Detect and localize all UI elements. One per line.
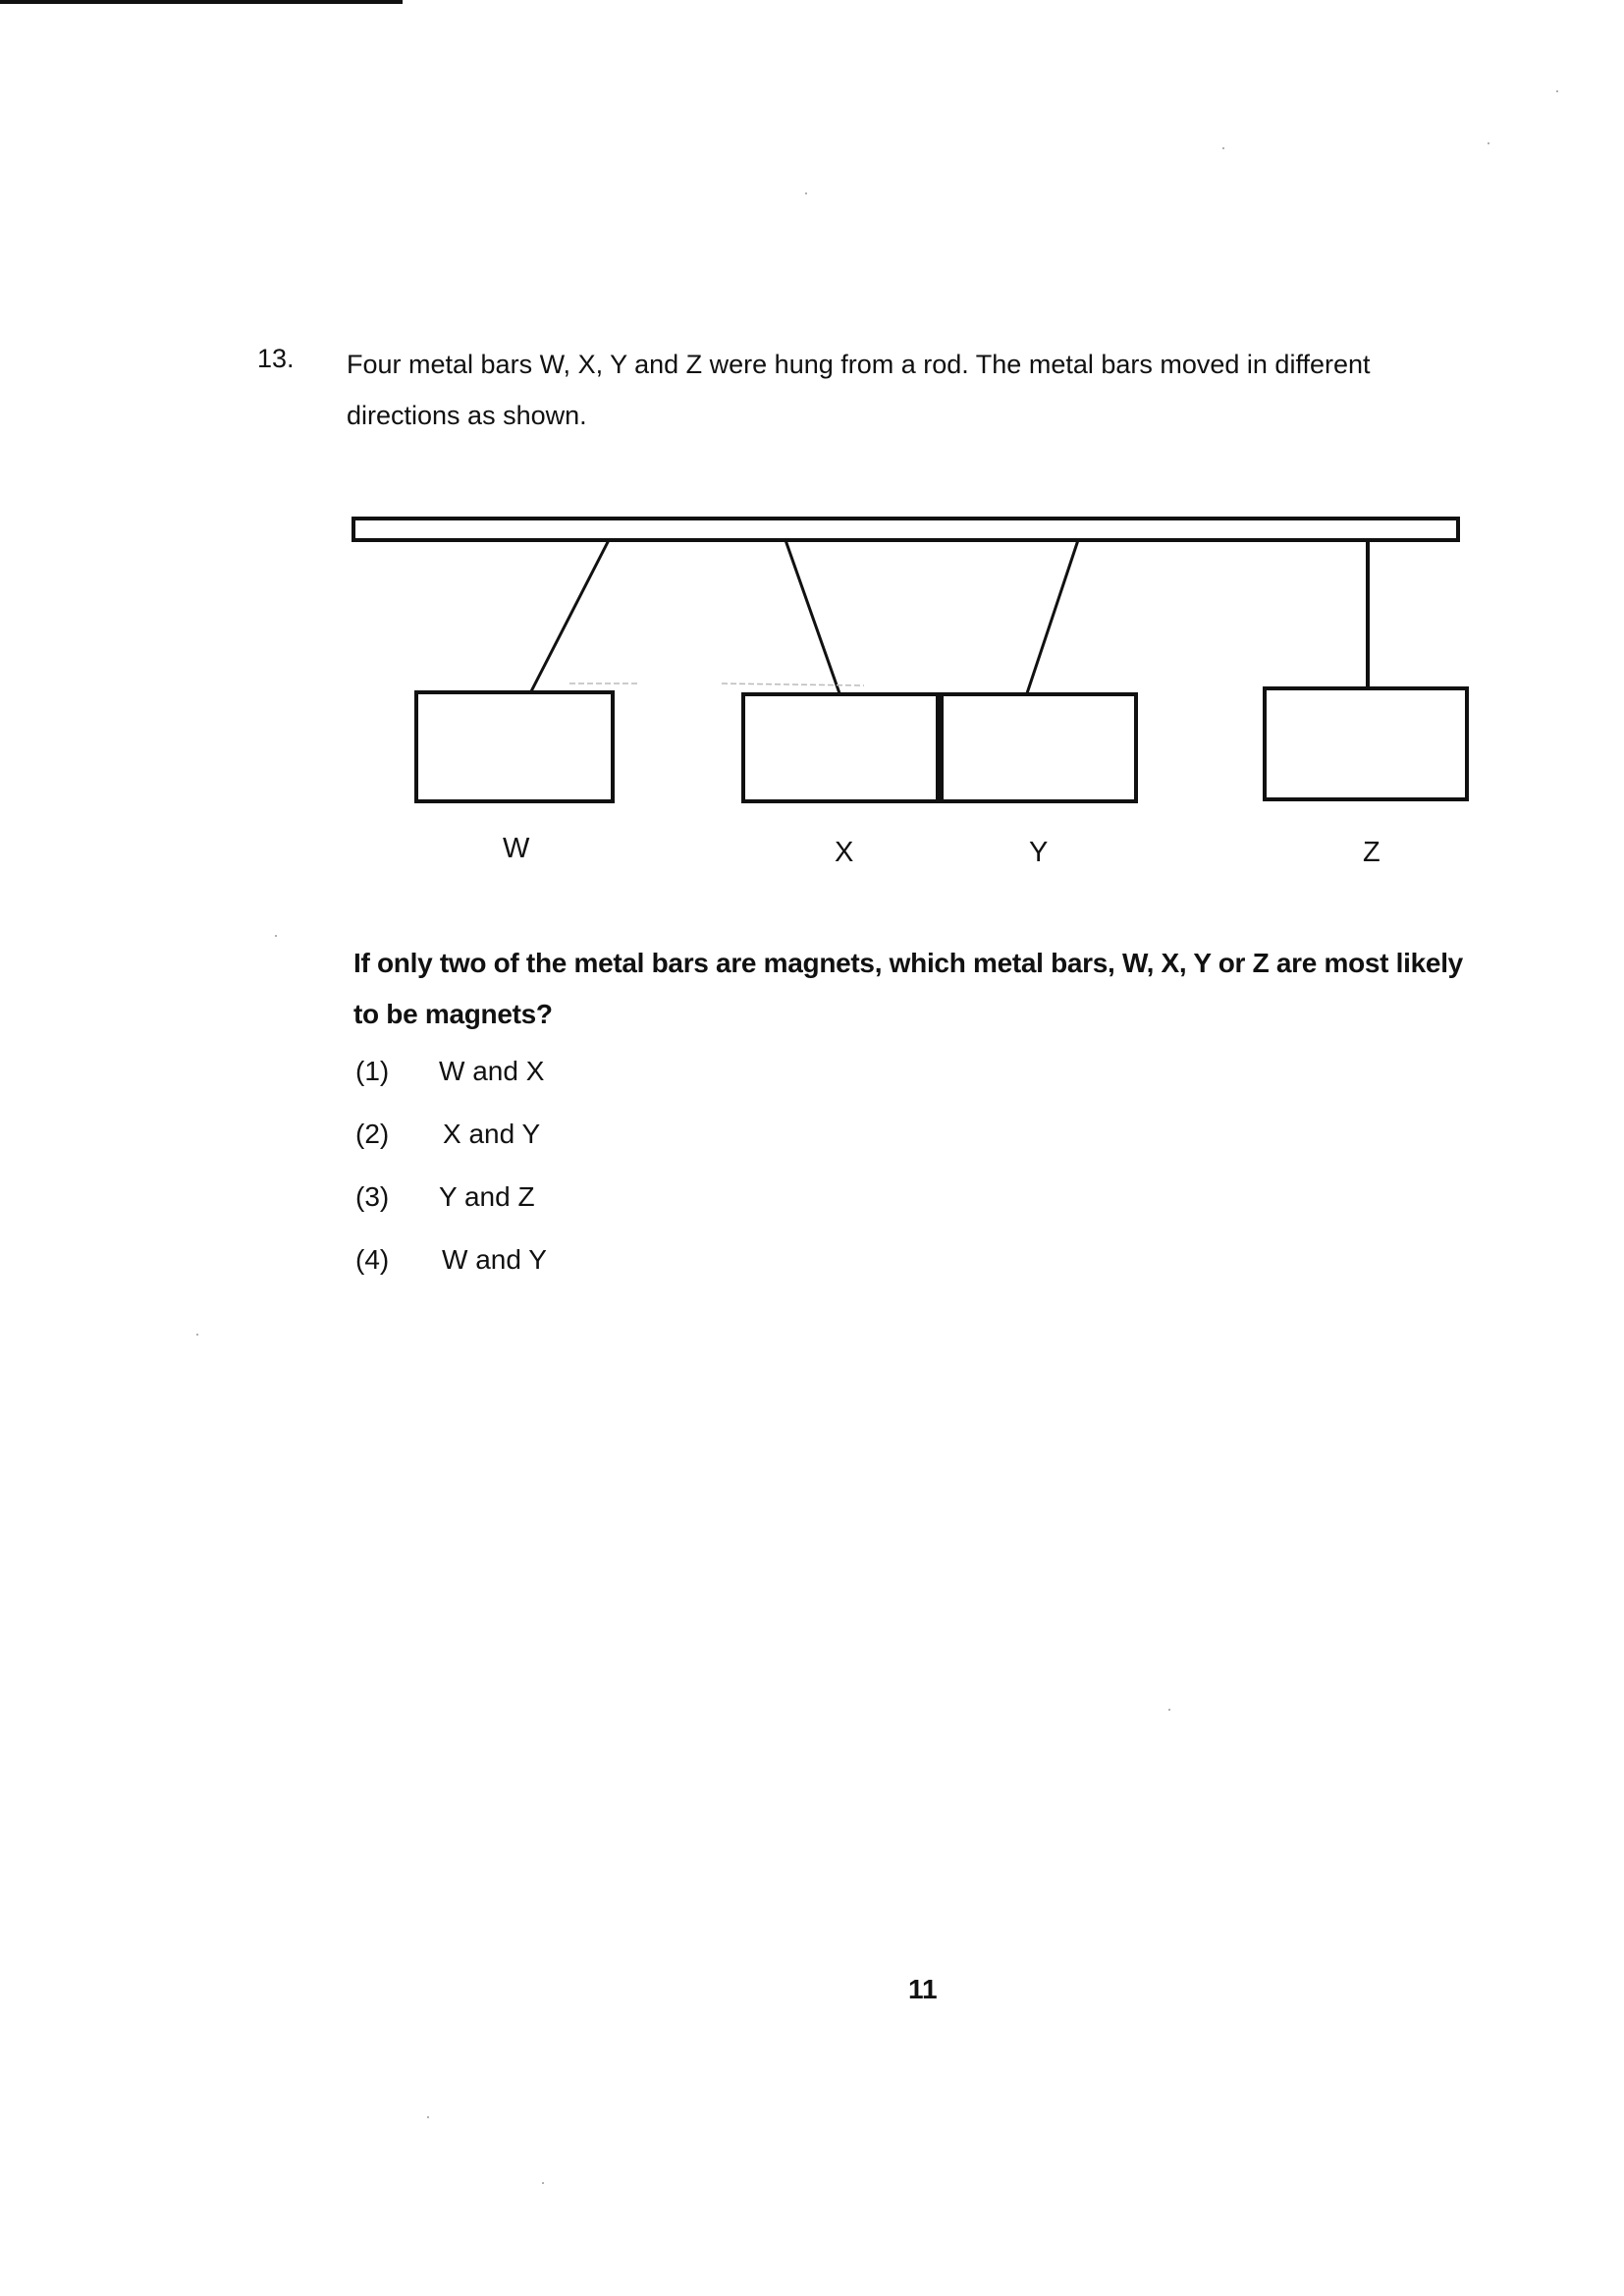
string-x xyxy=(785,540,839,693)
rod xyxy=(353,519,1458,540)
label-x: X xyxy=(835,837,854,868)
question-stem: Four metal bars W, X, Y and Z were hung from a rod. The metal bars moved in different directions as shown. xyxy=(347,350,1371,430)
string-y xyxy=(1027,540,1078,693)
option-number: (3) xyxy=(355,1181,390,1212)
option-text: X and Y xyxy=(443,1119,541,1149)
label-y: Y xyxy=(1029,837,1049,868)
option-number: (1) xyxy=(355,1056,390,1086)
option-text: W and Y xyxy=(442,1244,547,1275)
option-4[interactable] xyxy=(355,1244,748,1284)
page-number: 11 xyxy=(908,1974,938,2004)
label-z: Z xyxy=(1363,837,1380,868)
question-number: 13. xyxy=(257,344,295,373)
bar-y xyxy=(942,694,1136,801)
label-w: W xyxy=(503,833,530,864)
option-3[interactable] xyxy=(355,1181,748,1221)
bar-x xyxy=(743,694,938,801)
option-text: W and X xyxy=(439,1056,545,1086)
question-prompt: If only two of the metal bars are magnets, which metal bars, W, X, Y or Z are most likely to be magnets? xyxy=(353,948,1463,1029)
option-1[interactable] xyxy=(355,1056,748,1095)
option-2[interactable] xyxy=(355,1119,748,1158)
bar-w xyxy=(416,692,613,801)
option-number: (4) xyxy=(355,1244,390,1275)
option-number: (2) xyxy=(355,1119,390,1149)
bar-z xyxy=(1265,688,1467,799)
string-w xyxy=(530,540,609,693)
option-text: Y and Z xyxy=(439,1181,535,1212)
